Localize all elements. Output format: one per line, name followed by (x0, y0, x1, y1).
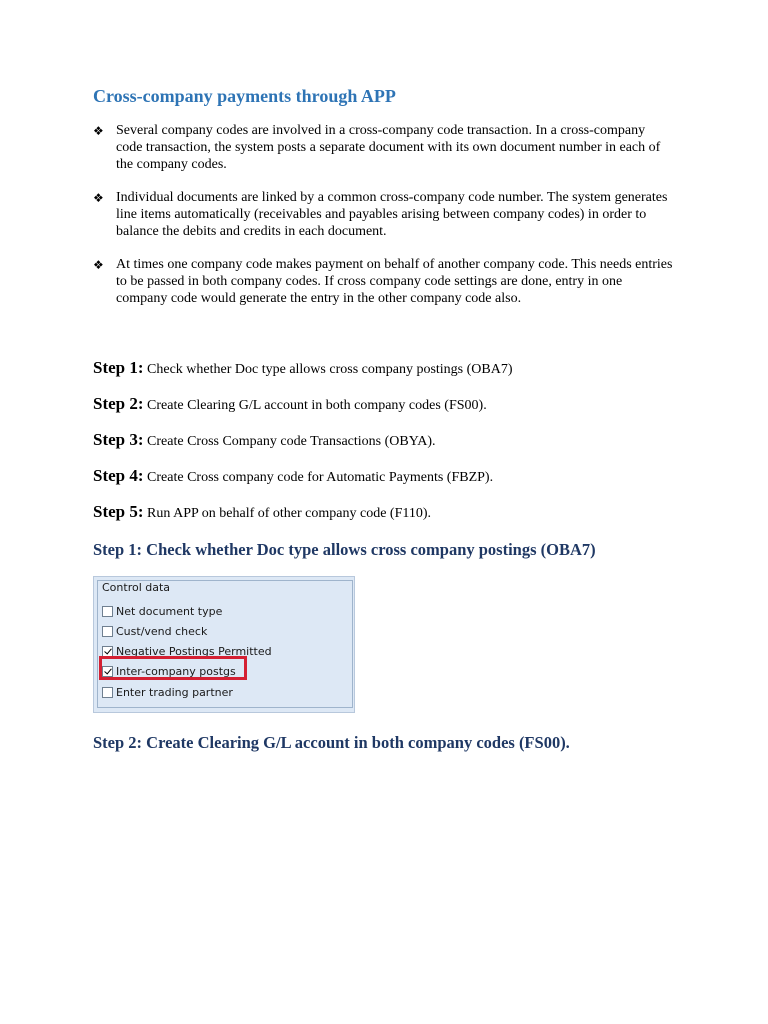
step-3 (93, 430, 436, 452)
control-data-screenshot (93, 576, 355, 713)
checkbox-row[interactable] (102, 604, 222, 618)
control-data-title: Control data (102, 581, 171, 594)
control-data-frame (97, 580, 353, 708)
checkbox-row[interactable] (102, 685, 233, 699)
checkbox-label: Negative Postings Permitted (116, 644, 272, 658)
step-label: Step 2: (93, 394, 144, 413)
step-4 (93, 466, 493, 488)
step-label: Step 3: (93, 430, 144, 449)
step-text: Create Cross company code for Automatic Payments (FBZP). (147, 470, 494, 485)
page-title: Cross-company payments through APP (93, 86, 396, 106)
step-text: Run APP on behalf of other company code (F110). (147, 506, 432, 521)
diamond-bullet-icon: ❖ (93, 191, 104, 205)
checkbox[interactable] (102, 626, 113, 637)
bullet-text: Several company codes are involved in a cross-company code transaction. In a cross-company code transaction, the system posts a separate document with its own document number in each of the company codes. (116, 123, 661, 172)
step-5 (93, 502, 431, 524)
checkbox-label: Cust/vend check (116, 624, 208, 638)
section-heading-step2: Step 2: Create Clearing G/L account in both company codes (FS00). (93, 733, 570, 752)
bullet-text: At times one company code makes payment on behalf of another company code. This needs entries to be passed in both company codes. If cross company code settings are done, entry in one company code would generate the entry in the other company code also. (116, 257, 673, 306)
list-item (93, 189, 673, 240)
checkbox[interactable] (102, 606, 113, 617)
step-text: Check whether Doc type allows cross company postings (OBA7) (147, 362, 513, 377)
checkbox-label: Enter trading partner (116, 685, 233, 699)
bullet-list (93, 122, 673, 323)
highlight-box (99, 656, 247, 680)
section-heading-step1: Step 1: Check whether Doc type allows cross company postings (OBA7) (93, 540, 596, 559)
step-label: Step 5: (93, 502, 144, 521)
step-label: Step 1: (93, 358, 144, 377)
checkbox[interactable] (102, 687, 113, 698)
list-item (93, 122, 673, 173)
step-text: Create Clearing G/L account in both company codes (FS00). (147, 398, 487, 413)
step-2 (93, 394, 487, 416)
checkbox-row[interactable] (102, 624, 207, 638)
list-item (93, 256, 673, 307)
step-text: Create Cross Company code Transactions (OBYA). (147, 434, 436, 449)
bullet-text: Individual documents are linked by a common cross-company code number. The system generates line items automatically (receivables and payables arising between company codes) in order to balance the debits and credits in each document. (116, 190, 668, 239)
step-1 (93, 358, 513, 380)
checkbox[interactable] (102, 646, 113, 657)
step-label: Step 4: (93, 466, 144, 485)
diamond-bullet-icon: ❖ (93, 124, 104, 138)
checkbox-label: Inter-company postgs (116, 664, 236, 678)
diamond-bullet-icon: ❖ (93, 258, 104, 272)
checkbox-label: Net document type (116, 604, 223, 618)
